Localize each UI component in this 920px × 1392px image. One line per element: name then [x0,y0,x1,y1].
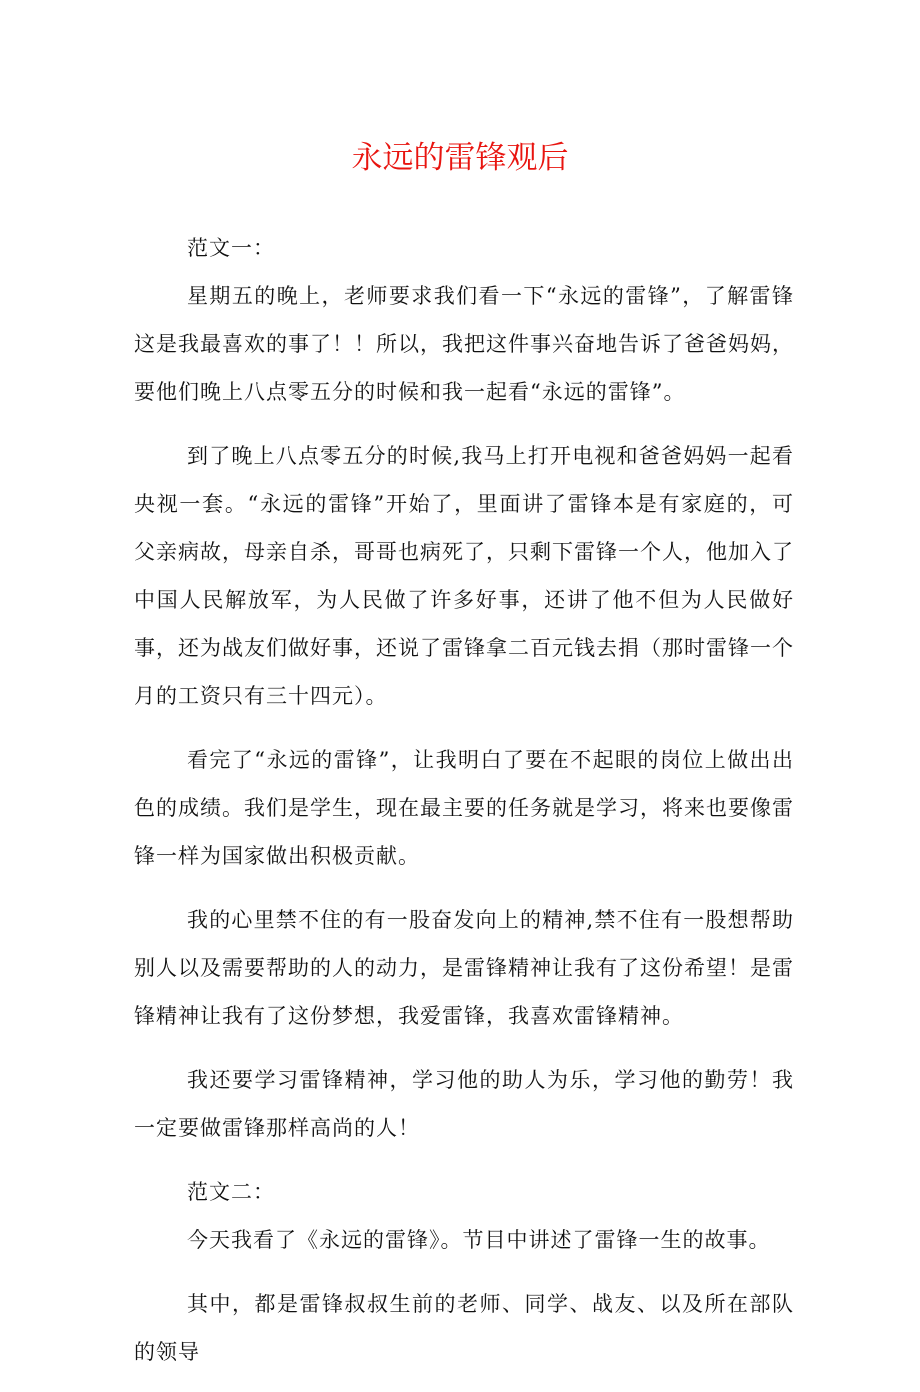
paragraph: 今天我看了《永远的雷锋》。节目中讲述了雷锋一生的故事。 [187,1228,771,1252]
paragraph: 我还要学习雷锋精神，学习他的助人为乐，学习他的勤劳！我一定要做雷锋那样高尚的人！ [134,1068,794,1140]
paragraph: 我的心里禁不住的有一股奋发向上的精神,禁不住有一股想帮助别人以及需要帮助的人的动力，是雷锋精神让我有了这份希望！是雷锋精神让我有了这份梦想，我爱雷锋，我喜欢雷锋精神。 [134,908,794,1028]
document-body [134,224,794,1392]
section-heading-essay-2: 范文二： [187,1180,275,1204]
paragraph: 其中，都是雷锋叔叔生前的老师、同学、战友、以及所在部队的领导 [134,1292,794,1364]
document-title: 永远的雷锋观后 [351,140,569,176]
section-heading-essay-1: 范文一： [187,236,275,260]
paragraph: 星期五的晚上，老师要求我们看一下“永远的雷锋”，了解雷锋这是我最喜欢的事了！！所以，我把这件事兴奋地告诉了爸爸妈妈，要他们晚上八点零五分的时候和我一起看“永远的雷锋”。 [134,284,794,404]
paragraph: 到了晚上八点零五分的时候,我马上打开电视和爸爸妈妈一起看央视一套。“永远的雷锋”开始了，里面讲了雷锋本是有家庭的，可父亲病故，母亲自杀，哥哥也病死了，只剩下雷锋一个人，他加入了中国人民解放军，为人民做了许多好事，还讲了他不但为人民做好事，还为战友们做好事，还说了雷锋拿二百元钱去捐（那时雷锋一个月的工资只有三十四元）。 [134,444,794,708]
paragraph: 看完了“永远的雷锋”，让我明白了要在不起眼的岗位上做出出色的成绩。我们是学生，现在最主要的任务就是学习，将来也要像雷锋一样为国家做出积极贡献。 [134,748,794,868]
